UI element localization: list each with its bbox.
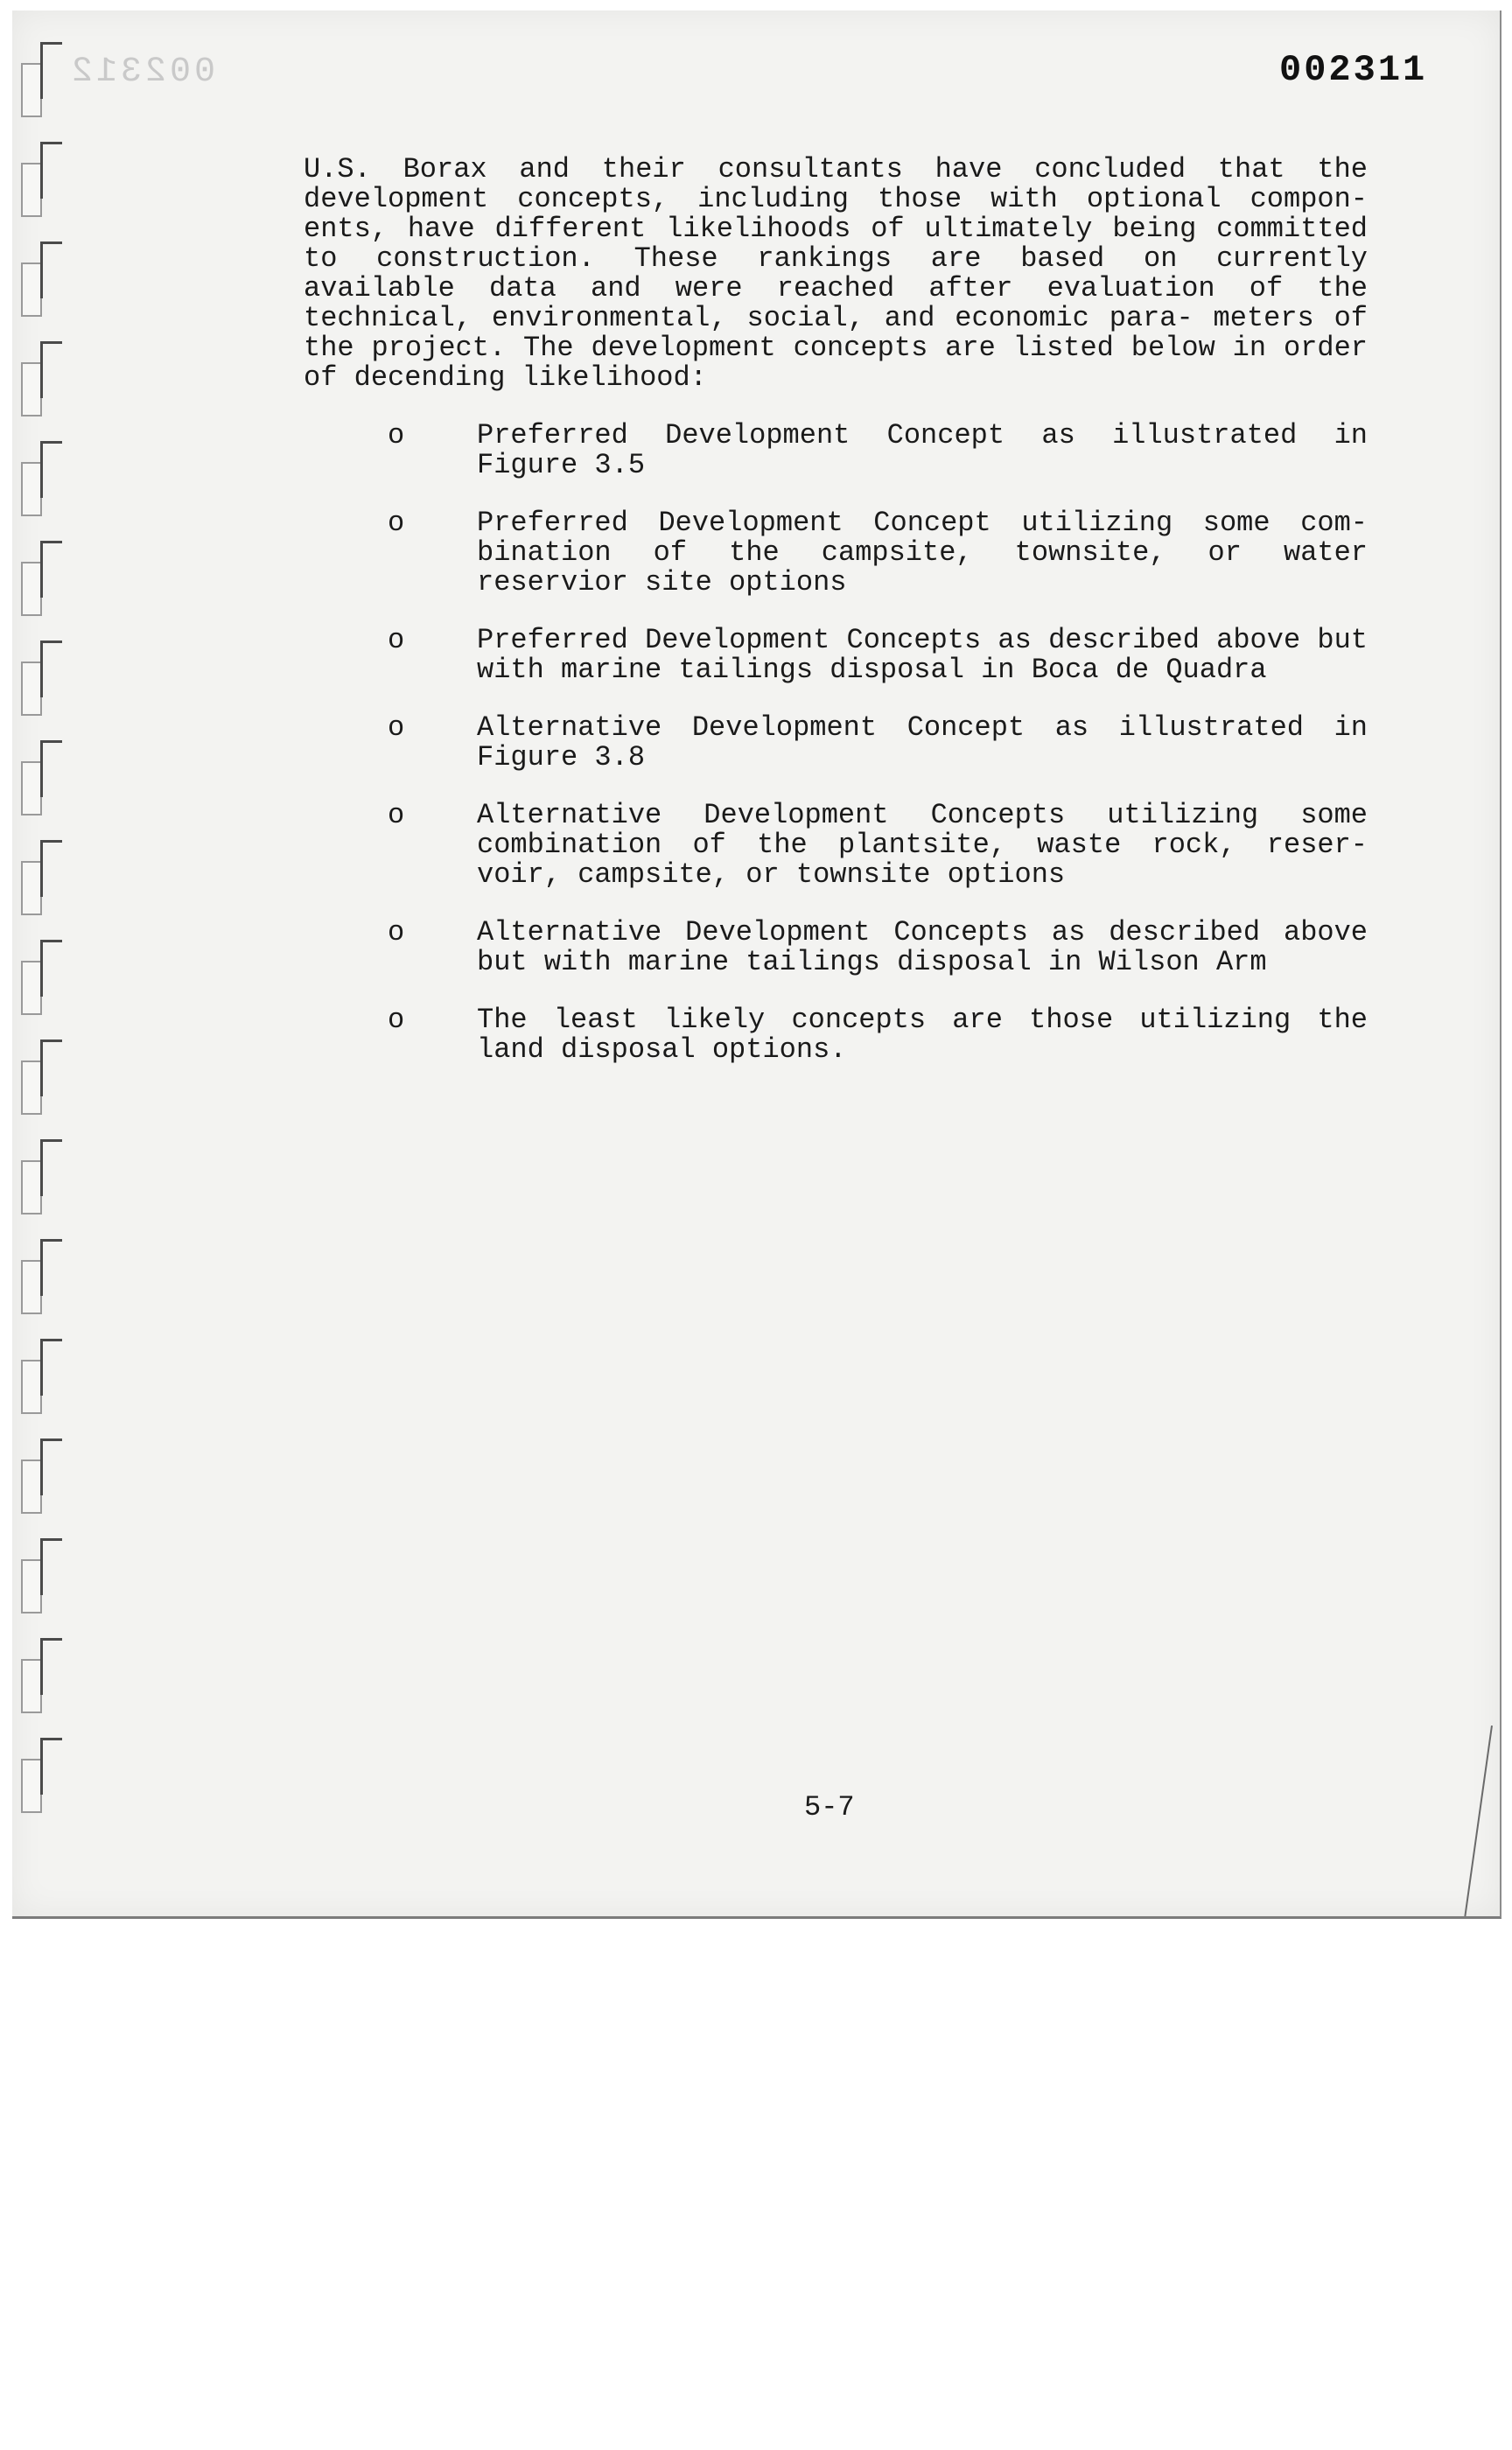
list-item <box>304 713 1368 773</box>
list-item-text: Preferred Development Concept as illustrated in Figure 3.5 <box>477 419 1368 481</box>
list-item-text: Preferred Development Concept utilizing some com- bination of the campsite, townsite, or water reservior site options <box>477 507 1368 598</box>
binding-hole <box>21 1759 42 1813</box>
binding-hole <box>21 562 42 616</box>
binding-ring <box>40 341 62 398</box>
binding-hole <box>21 1060 42 1115</box>
binding-ring <box>40 541 62 598</box>
list-item <box>304 508 1368 598</box>
binding-ring <box>40 740 62 797</box>
spiral-binding <box>21 63 65 1900</box>
list-item <box>304 626 1368 685</box>
page-body <box>304 155 1368 1093</box>
list-item <box>304 421 1368 480</box>
page-fold-line <box>1464 1726 1493 1916</box>
binding-ring <box>40 1139 62 1196</box>
binding-ring <box>40 1438 62 1495</box>
scanned-page <box>12 10 1502 1919</box>
binding-ring <box>40 142 62 199</box>
binding-hole <box>21 1659 42 1713</box>
binding-hole <box>21 1360 42 1414</box>
binding-ring <box>40 1339 62 1396</box>
page-number: 5-7 <box>804 1791 855 1824</box>
bullet-marker: o <box>388 916 405 948</box>
list-item <box>304 1005 1368 1065</box>
binding-ring <box>40 940 62 997</box>
bullet-marker: o <box>388 419 405 452</box>
concept-list <box>304 421 1368 1065</box>
binding-hole <box>21 163 42 217</box>
list-item-text: Alternative Development Concepts as described above but with marine tailings disposal in Wilson Arm <box>477 916 1368 978</box>
binding-hole <box>21 761 42 816</box>
binding-hole <box>21 63 42 117</box>
document-number: 002311 <box>1279 49 1428 91</box>
list-item <box>304 801 1368 890</box>
list-item-text: Alternative Development Concept as illustrated in Figure 3.8 <box>477 711 1368 774</box>
binding-ring <box>40 1538 62 1595</box>
binding-hole <box>21 1559 42 1614</box>
binding-ring <box>40 42 62 99</box>
intro-paragraph: U.S. Borax and their consultants have concluded that the development concepts, including those with optional compon- ents, have different likelihoods of ultimately being committed to construction. These rankings are based on currently available data and were reached after evaluation of the technical, environmental, social, and economic para- meters of the project. The development concepts are listed below in order of decending likelihood: <box>304 153 1368 394</box>
list-item <box>304 918 1368 977</box>
binding-ring <box>40 840 62 897</box>
binding-hole <box>21 1260 42 1314</box>
bullet-marker: o <box>388 507 405 539</box>
bullet-marker: o <box>388 711 405 744</box>
binding-hole <box>21 462 42 516</box>
binding-ring <box>40 1638 62 1695</box>
list-item-text: Preferred Development Concepts as described above but with marine tailings disposal in Boca de Quadra <box>477 624 1368 686</box>
binding-ring <box>40 1239 62 1296</box>
ghost-document-number: 002312 <box>68 52 216 92</box>
binding-hole <box>21 262 42 317</box>
binding-ring <box>40 640 62 697</box>
binding-hole <box>21 362 42 416</box>
bullet-marker: o <box>388 1004 405 1036</box>
binding-hole <box>21 1460 42 1514</box>
binding-hole <box>21 961 42 1015</box>
binding-ring <box>40 1040 62 1096</box>
binding-hole <box>21 662 42 716</box>
binding-hole <box>21 861 42 915</box>
binding-ring <box>40 441 62 498</box>
binding-ring <box>40 242 62 298</box>
bullet-marker: o <box>388 799 405 831</box>
binding-hole <box>21 1160 42 1214</box>
list-item-text: Alternative Development Concepts utilizing some combination of the plantsite, waste rock, reser- voir, campsite, or townsite options <box>477 799 1368 891</box>
binding-ring <box>40 1738 62 1795</box>
bullet-marker: o <box>388 624 405 656</box>
list-item-text: The least likely concepts are those utilizing the land disposal options. <box>477 1004 1368 1066</box>
